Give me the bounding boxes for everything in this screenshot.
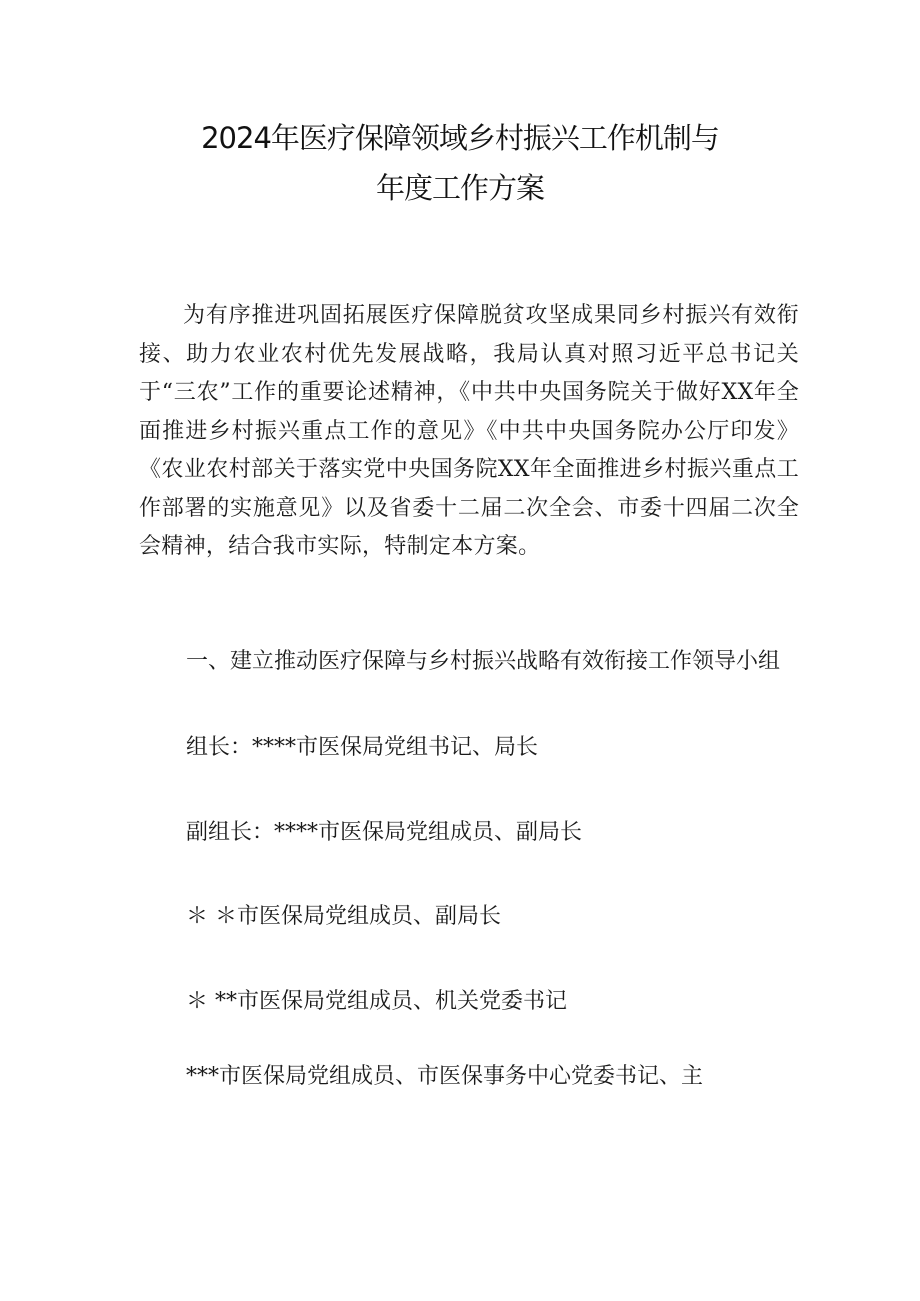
member-line-2: ＊ **市医保局党组成员、机关党委书记 xyxy=(186,989,567,1014)
member-line-3: ***市医保局党组成员、市医保事务中心党委书记、主 xyxy=(186,1064,704,1089)
member-line-1: ＊ ＊市医保局党组成员、副局长 xyxy=(186,904,501,929)
document-title-line-2: 年度工作方案 xyxy=(375,171,544,205)
intro-paragraph: 为有序推进巩固拓展医疗保障脱贫攻坚成果同乡村振兴有效衔接、助力农业农村优先发展战略，我局认真对照习近平总书记关于“三农”工作的重要论述精神，《中共中央国务院关于做好XX年全面推进乡村振兴重点工作的意见》《中共中央国务院办公厅印发》《农业农村部关于落实党中央国务院XX年全面推进乡村振兴重点工作部署的实施意见》以及省委十二届二次全会、市委十四届二次全会精神，结合我市实际，特制定本方案。 xyxy=(139,303,799,559)
group-leader-line: 组长：****市医保局党组书记、局长 xyxy=(186,735,539,760)
deputy-leader-line: 副组长：****市医保局党组成员、副局长 xyxy=(186,820,583,845)
section-heading-1: 一、建立推动医疗保障与乡村振兴战略有效衔接工作领导小组 xyxy=(186,649,781,674)
document-title-line-1: 2024年医疗保障领域乡村振兴工作机制与 xyxy=(201,121,719,155)
